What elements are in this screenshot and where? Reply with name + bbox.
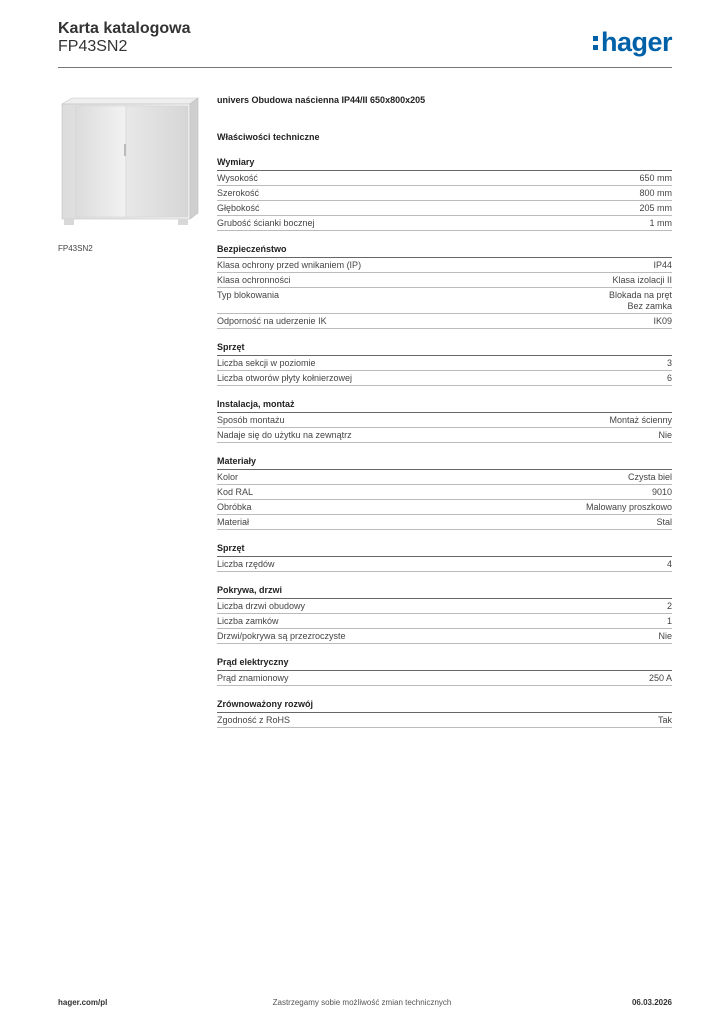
- spec-value-line: 1: [666, 616, 672, 626]
- spec-value: [652, 487, 672, 498]
- spec-value-line: 4: [666, 559, 672, 569]
- spec-value: [639, 173, 672, 184]
- spec-row: [217, 428, 672, 443]
- spec-value: [658, 631, 672, 642]
- spec-value-line: Klasa izolacji II: [612, 275, 672, 285]
- spec-value: [609, 290, 672, 312]
- spec-label: Liczba sekcji w poziomie: [217, 358, 316, 368]
- spec-value-line: 650 mm: [639, 173, 672, 183]
- spec-value-line: Bez zamka: [627, 301, 672, 311]
- spec-label: Materiał: [217, 517, 250, 527]
- spec-value: [650, 218, 673, 229]
- spec-value-line: Montaż ścienny: [609, 415, 672, 425]
- section-title: Sprzęt: [217, 543, 672, 557]
- spec-section: [217, 585, 672, 644]
- spec-row: [217, 485, 672, 500]
- spec-value: [658, 430, 672, 441]
- spec-row: [217, 413, 672, 428]
- spec-section: [217, 657, 672, 686]
- spec-value: [667, 601, 672, 612]
- spec-section: [217, 244, 672, 329]
- spec-row: [217, 314, 672, 329]
- spec-value: [639, 188, 672, 199]
- spec-value: [656, 517, 672, 528]
- tech-properties-heading: Właściwości techniczne: [217, 132, 320, 142]
- spec-label: Szerokość: [217, 188, 260, 198]
- section-title: Bezpieczeństwo: [217, 244, 672, 258]
- spec-value-line: Czysta biel: [627, 472, 672, 482]
- spec-value-line: 2: [666, 601, 672, 611]
- spec-label: Zgodność z RoHS: [217, 715, 291, 725]
- spec-value: [612, 275, 672, 286]
- spec-row: [217, 273, 672, 288]
- spec-value: [667, 373, 672, 384]
- spec-row: [217, 515, 672, 530]
- spec-value-line: Nie: [658, 430, 672, 440]
- header-title: Karta katalogowa: [58, 20, 191, 37]
- spec-value-line: Malowany proszkowo: [585, 502, 672, 512]
- spec-section: [217, 399, 672, 443]
- spec-row: [217, 500, 672, 515]
- section-title: Sprzęt: [217, 342, 672, 356]
- section-title: Materiały: [217, 456, 672, 470]
- spec-value-line: 1 mm: [649, 218, 672, 228]
- spec-section: [217, 543, 672, 572]
- spec-row: [217, 713, 672, 728]
- spec-row: [217, 671, 672, 686]
- spec-value-line: 9010: [651, 487, 672, 497]
- spec-value: [639, 203, 672, 214]
- spec-row: [217, 470, 672, 485]
- footer-disclaimer: Zastrzegamy sobie możliwość zmian technicznych: [272, 998, 452, 1007]
- spec-row: [217, 171, 672, 186]
- hager-logo: [593, 27, 672, 58]
- spec-label: Liczba zamków: [217, 616, 279, 626]
- spec-row: [217, 614, 672, 629]
- spec-value-line: Nie: [658, 631, 672, 641]
- spec-value: [667, 559, 672, 570]
- spec-value-line: Blokada na pręt: [608, 290, 672, 300]
- logo-dots-icon: [593, 34, 598, 52]
- spec-value: [586, 502, 672, 513]
- header-product-code: FP43SN2: [58, 38, 128, 55]
- spec-value: [649, 673, 672, 684]
- spec-label: Głębokość: [217, 203, 260, 213]
- spec-label: Odporność na uderzenie IK: [217, 316, 327, 326]
- spec-label: Kod RAL: [217, 487, 254, 497]
- section-title: Zrównoważony rozwój: [217, 699, 672, 713]
- logo-text: hager: [600, 27, 672, 57]
- spec-value: [653, 316, 672, 327]
- spec-value-line: 250 A: [648, 673, 672, 683]
- spec-row: [217, 201, 672, 216]
- footer-date: 06.03.2026: [631, 998, 672, 1007]
- spec-content: [217, 95, 672, 741]
- spec-value-line: IP44: [653, 260, 672, 270]
- spec-value: [609, 415, 672, 426]
- spec-row: [217, 216, 672, 231]
- product-image: [58, 94, 202, 234]
- spec-sections: [217, 157, 672, 728]
- spec-value: [653, 260, 672, 271]
- section-title: Pokrywa, drzwi: [217, 585, 672, 599]
- spec-row: [217, 599, 672, 614]
- spec-label: Wysokość: [217, 173, 258, 183]
- section-title: Wymiary: [217, 157, 672, 171]
- section-title: Instalacja, montaż: [217, 399, 672, 413]
- spec-value-line: 800 mm: [639, 188, 672, 198]
- spec-label: Grubość ścianki bocznej: [217, 218, 315, 228]
- spec-section: [217, 456, 672, 530]
- spec-value-line: 205 mm: [639, 203, 672, 213]
- spec-label: Obróbka: [217, 502, 252, 512]
- spec-value-line: 6: [666, 373, 672, 383]
- spec-section: [217, 342, 672, 386]
- spec-value: [628, 472, 672, 483]
- spec-value: [667, 616, 672, 627]
- spec-value-line: Stal: [656, 517, 672, 527]
- spec-label: Typ blokowania: [217, 290, 280, 300]
- spec-row: [217, 186, 672, 201]
- spec-label: Klasa ochrony przed wnikaniem (IP): [217, 260, 362, 270]
- footer-website: hager.com/pl: [58, 998, 108, 1007]
- spec-row: [217, 629, 672, 644]
- spec-row: [217, 371, 672, 386]
- image-caption: FP43SN2: [58, 244, 93, 253]
- spec-label: Klasa ochronności: [217, 275, 291, 285]
- spec-label: Prąd znamionowy: [217, 673, 289, 683]
- section-title: Prąd elektryczny: [217, 657, 672, 671]
- spec-value-line: Tak: [657, 715, 672, 725]
- spec-row: [217, 356, 672, 371]
- spec-label: Liczba otworów płyty kołnierzowej: [217, 373, 353, 383]
- spec-label: Nadaje się do użytku na zewnątrz: [217, 430, 352, 440]
- product-name: univers Obudowa naścienna IP44/II 650x800x205: [217, 95, 426, 105]
- spec-value-line: IK09: [653, 316, 672, 326]
- spec-value-line: 3: [666, 358, 672, 368]
- spec-label: Liczba drzwi obudowy: [217, 601, 306, 611]
- header-divider: [58, 67, 672, 68]
- spec-row: [217, 557, 672, 572]
- spec-row: [217, 288, 672, 314]
- spec-label: Sposób montażu: [217, 415, 285, 425]
- spec-label: Liczba rzędów: [217, 559, 275, 569]
- spec-row: [217, 258, 672, 273]
- spec-value: [658, 715, 672, 726]
- spec-label: Drzwi/pokrywa są przezroczyste: [217, 631, 346, 641]
- spec-section: [217, 699, 672, 728]
- spec-section: [217, 157, 672, 231]
- spec-label: Kolor: [217, 472, 239, 482]
- spec-value: [667, 358, 672, 369]
